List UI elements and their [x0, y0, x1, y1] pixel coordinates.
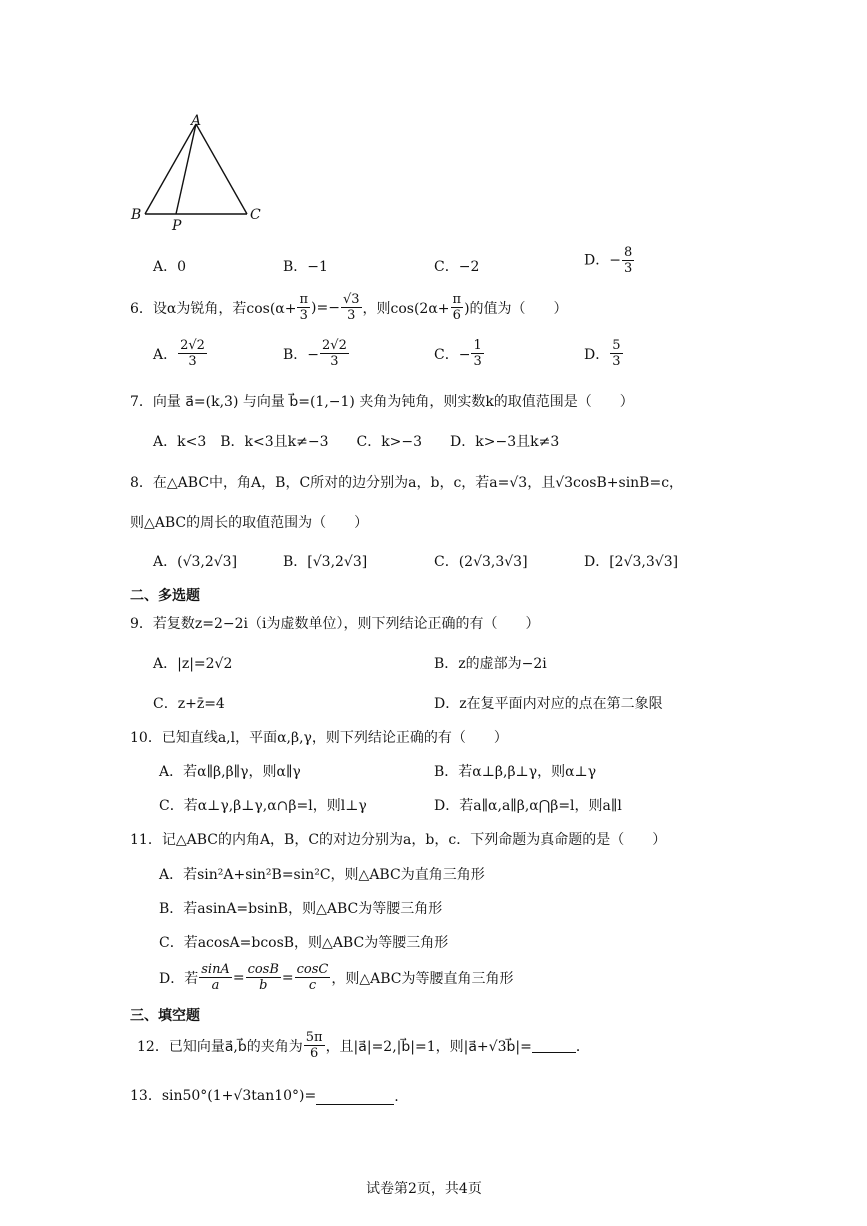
segment-ap [176, 124, 196, 214]
q6-option-d: D． $\frac{5}{3}$ [584, 338, 621, 369]
q12-answer-blank[interactable] [532, 1038, 576, 1053]
q10-option-b: B．若α⊥β,β⊥γ，则α⊥γ [434, 764, 597, 780]
q5-option-c: C．−2 [434, 259, 480, 275]
q13-answer-blank[interactable] [316, 1090, 394, 1105]
q5-option-a: A．0 [153, 259, 187, 275]
q11-option-d: D．若 $\frac{\sin A}{a}$ = $\frac{\cos B}{b}$ = $\frac{\cos C}{c}$ ，则△ABC为等腰直角三角形 [159, 962, 514, 993]
q8-stem: 8．在△ABC中，角A，B，C所对的边分别为a，b，c，若a=√3，且√3cosB+sinB=c， [130, 475, 684, 491]
q10-stem: 10．已知直线a,l，平面α,β,γ，则下列结论正确的有（ ） [130, 730, 508, 746]
q7-options: A．k<3 B．k<3且k≠−3 C．k>−3 D．k>−3且k≠3 [153, 434, 560, 450]
q8-option-a: A．(√3,2√3] [153, 554, 238, 570]
q6-option-c: C．− $\frac{1}{3}$ [434, 338, 482, 369]
q6-option-b: B．− $\frac{2√2}{3}$ [283, 338, 347, 369]
q9-option-a: A．|z|=2√2 [153, 656, 233, 672]
q6-stem: 6．设α为锐角，若cos(α+ $\frac{\pi}{3}$ )=− $\frac{√3}{3}$ ，则cos(2α+ $\frac{\pi}{6}$ )的值为（ ） [130, 292, 568, 323]
q11-option-c: C．若acosA=bcosB，则△ABC为等腰三角形 [159, 935, 449, 951]
section-heading-fill-in: 三、填空题 [130, 1008, 200, 1024]
label-p: P [172, 218, 182, 234]
q6-option-a: A． $\frac{2√2}{3}$ [153, 338, 205, 369]
label-a: A [191, 113, 202, 129]
q8-stem-2: 则△ABC的周长的取值范围为（ ） [130, 515, 369, 531]
q8-option-b: B．[√3,2√3] [283, 554, 368, 570]
q9-option-d: D．z在复平面内对应的点在第二象限 [434, 696, 663, 712]
section-heading-multiple-choice: 二、多选题 [130, 588, 200, 604]
q11-option-a: A．若sin²A+sin²B=sin²C，则△ABC为直角三角形 [159, 867, 485, 883]
label-b: B [131, 207, 142, 223]
q10-option-d: D．若a∥α,a∥β,α⋂β=l，则a∥l [434, 798, 622, 814]
q12-stem: 12．已知向量a⃗,b⃗的夹角为 $\frac{5\pi}{6}$ ，且|a⃗|=2,|b⃗|=1，则|a⃗+√3b⃗|= ． [137, 1030, 590, 1061]
side-ac [196, 124, 247, 214]
q5-option-b: B．−1 [283, 259, 328, 275]
q7-stem: 7．向量 a⃗=(k,3) 与向量 b⃗=(1,−1) 夹角为钝角，则实数k的取值范围是（ ） [130, 394, 634, 410]
q8-option-c: C．(2√3,3√3] [434, 554, 528, 570]
page-footer: 试卷第2页，共4页 [366, 1181, 482, 1197]
q9-stem: 9．若复数z=2−2i（i为虚数单位），则下列结论正确的有（ ） [130, 616, 540, 632]
q10-option-a: A．若α∥β,β∥γ，则α∥γ [159, 764, 301, 780]
q8-option-d: D．[2√3,3√3] [584, 554, 679, 570]
q5-option-d: D．− $\frac{8}{3}$ [584, 245, 633, 276]
q13-stem: 13．sin50°(1+√3tan10°)= . [130, 1088, 399, 1105]
side-ab [145, 124, 196, 214]
q11-stem: 11．记△ABC的内角A，B，C的对边分别为a，b，c．下列命题为真命题的是（ ） [130, 832, 667, 848]
q9-option-b: B．z的虚部为−2i [434, 656, 547, 672]
q10-option-c: C．若α⊥γ,β⊥γ,α∩β=l，则l⊥γ [159, 798, 367, 814]
q9-option-c: C．z+z̄=4 [153, 696, 225, 712]
q11-option-b: B．若asinA=bsinB，则△ABC为等腰三角形 [159, 901, 443, 917]
label-c: C [250, 207, 261, 223]
